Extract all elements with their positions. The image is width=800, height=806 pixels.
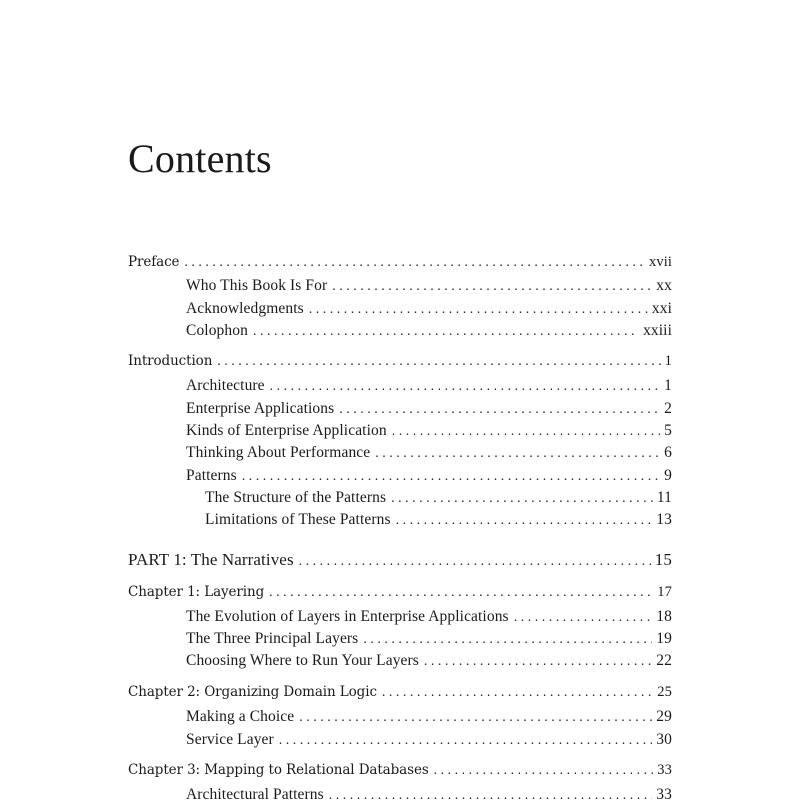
dot-leader [332,277,652,297]
dot-leader [339,400,660,420]
toc-entry-colophon [186,321,672,342]
toc-entry-title: Enterprise Applications [186,400,335,417]
toc-entry-title: The Evolution of Layers in Enterprise Applications [186,608,509,625]
toc-entry-title: Architecture [186,377,265,394]
dot-leader [217,352,660,372]
toc-entry-chapter-3 [128,760,672,781]
toc-page-number: xxi [651,300,672,317]
dot-leader [382,683,653,703]
dot-leader [391,489,653,509]
toc-entry-title: PART 1: The Narratives [128,550,294,569]
dot-leader [253,322,639,342]
toc-page-number: 5 [664,422,672,439]
toc-page-number: 2 [664,400,672,417]
dot-leader [375,444,660,464]
toc-entry-title: Chapter 3: Mapping to Relational Databases [128,762,429,778]
dot-leader [396,511,653,531]
toc-page-number: 33 [656,786,672,803]
dot-leader [514,608,653,628]
toc-entry-kinds-of-enterprise-application [186,421,672,442]
dot-leader [270,377,660,397]
toc-entry-structure-of-the-patterns [205,488,672,509]
toc-page-number: 1 [664,353,672,369]
toc-entry-title: Who This Book Is For [186,277,328,294]
toc-entry-title: Making a Choice [186,708,295,725]
toc-page-number: 30 [656,731,672,748]
toc-page-number: 15 [654,550,672,569]
toc-entry-title: Limitations of These Patterns [205,511,391,528]
dot-leader [299,708,652,728]
toc-page-number: 17 [657,584,672,600]
toc-page-number: xx [656,277,672,294]
toc-entry-preface [128,252,672,273]
dot-leader [299,551,651,573]
toc-entry-title: Choosing Where to Run Your Layers [186,652,419,669]
toc-entry-title: The Three Principal Layers [186,630,359,647]
dot-leader [392,422,660,442]
toc-page-number: 19 [656,630,672,647]
toc-entry-architecture [186,376,672,397]
toc-page-number: xxiii [643,322,672,339]
toc-page-number: 13 [656,511,672,528]
toc-entry-title: Colophon [186,322,248,339]
toc-entry-title: Introduction [128,353,213,369]
toc-entry-architectural-patterns [186,785,672,806]
dot-leader [309,300,648,320]
toc-page-number: 18 [656,608,672,625]
toc-page-number: 29 [656,708,672,725]
toc-page-number: xvii [649,254,672,270]
toc-entry-chapter-2 [128,682,672,703]
toc-entry-acknowledgments [186,299,672,320]
toc-entry-choosing-where-to-run [186,651,672,672]
toc-entry-part-1 [128,549,672,573]
toc-page-number: 1 [664,377,672,394]
toc-entry-title: Architectural Patterns [186,786,324,803]
dot-leader [184,253,645,273]
dot-leader [424,652,652,672]
toc-entry-patterns [186,466,672,487]
dot-leader [363,630,652,650]
toc-page-number: 6 [664,444,672,461]
toc-entry-thinking-about-performance [186,443,672,464]
toc-entry-title: Patterns [186,467,237,484]
dot-leader [329,786,653,806]
toc-entry-title: Preface [128,254,180,270]
toc-entry-title: Chapter 1: Layering [128,584,265,600]
toc-entry-enterprise-applications [186,399,672,420]
toc-entry-introduction [128,351,672,372]
toc-page-number: 9 [664,467,672,484]
toc-entry-service-layer [186,730,672,751]
toc-page-number: 25 [657,684,672,700]
dot-leader [269,583,653,603]
toc-entry-evolution-of-layers [186,607,672,628]
toc-entry-chapter-1 [128,582,672,603]
toc-entry-who-this-book-is-for [186,276,672,297]
page-title: Contents [128,136,272,181]
toc-entry-limitations-of-these-patterns [205,510,672,531]
toc-entry-title: Kinds of Enterprise Application [186,422,387,439]
toc-entry-title: Service Layer [186,731,274,748]
toc-entry-title: The Structure of the Patterns [205,489,387,506]
dot-leader [242,467,660,487]
toc-page-number: 33 [657,762,672,778]
toc-entry-making-a-choice [186,707,672,728]
dot-leader [279,731,653,751]
toc-entry-title: Thinking About Performance [186,444,371,461]
toc-page-number: 11 [656,489,672,506]
toc-page-number: 22 [656,652,672,669]
toc-entry-title: Acknowledgments [186,300,304,317]
dot-leader [434,761,654,781]
toc-entry-three-principal-layers [186,629,672,650]
toc-entry-title: Chapter 2: Organizing Domain Logic [128,684,377,700]
